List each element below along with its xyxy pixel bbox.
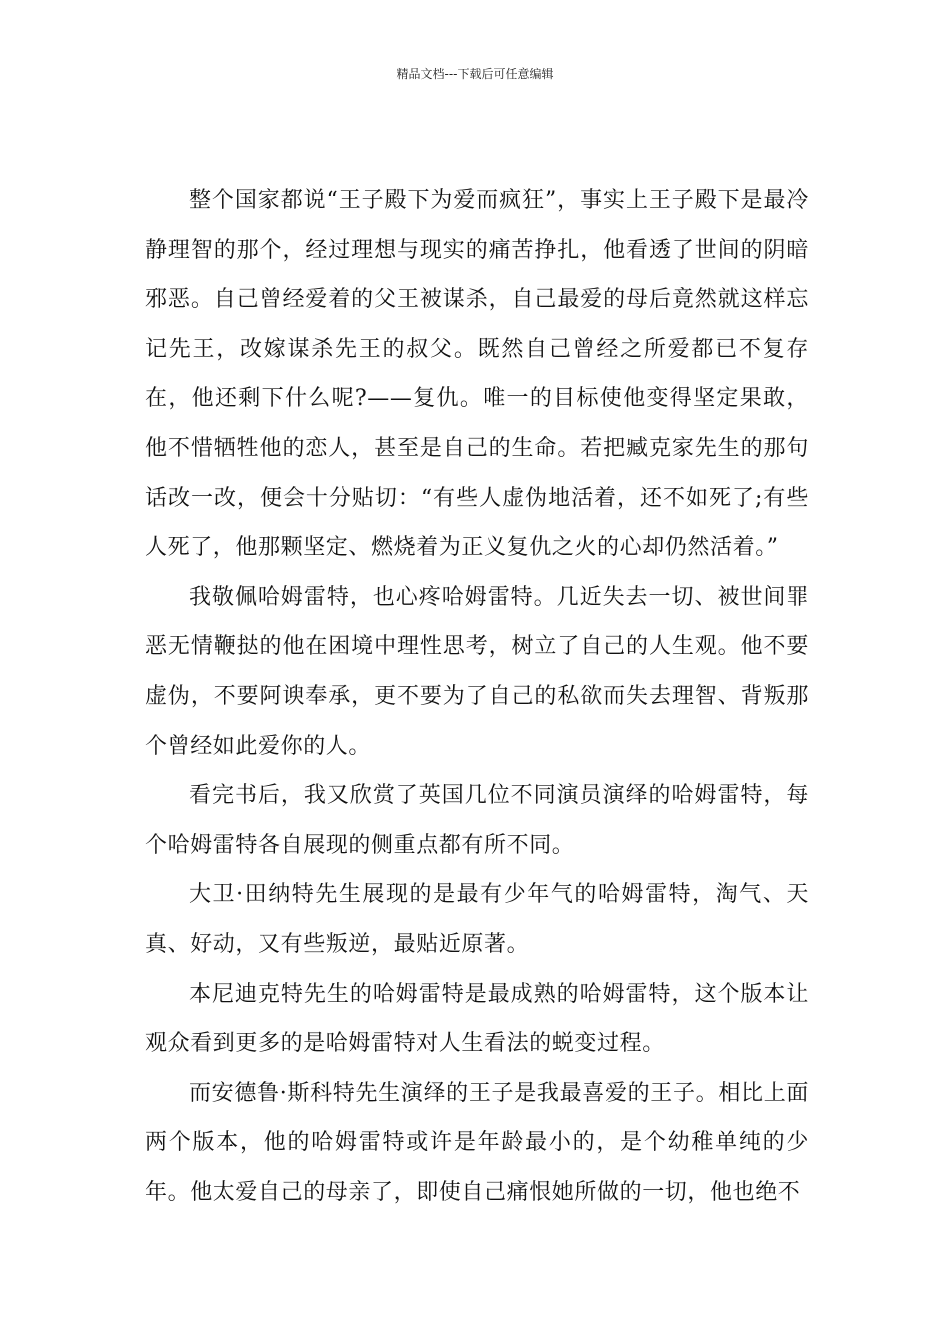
paragraph-6: 而安德鲁·斯科特先生演绎的王子是我最喜爱的王子。相比上面两个版本，他的哈姆雷特或许是年龄最小的，是个幼稚单纯的少年。他太爱自己的母亲了，即使自己痛恨她所做的一切，他也绝不	[145, 1080, 809, 1205]
page-header: 精品文档---下载后可任意编辑	[396, 67, 554, 81]
paragraph-2: 我敬佩哈姆雷特，也心疼哈姆雷特。几近失去一切、被世间罪恶无情鞭挞的他在困境中理性思考，树立了自己的人生观。他不要虚伪，不要阿谀奉承，更不要为了自己的私欲而失去理智、背叛那个曾经如此爱你的人。	[145, 584, 809, 759]
document-body	[145, 176, 809, 1217]
paragraph-3: 看完书后，我又欣赏了英国几位不同演员演绎的哈姆雷特，每个哈姆雷特各自展现的侧重点都有所不同。	[145, 783, 809, 858]
paragraph-4: 大卫·田纳特先生展现的是最有少年气的哈姆雷特，淘气、天真、好动，又有些叛逆，最贴近原著。	[145, 882, 809, 957]
paragraph-1: 整个国家都说“王子殿下为爱而疯狂”，事实上王子殿下是最冷静理智的那个，经过理想与现实的痛苦挣扎，他看透了世间的阴暗邪恶。自己曾经爱着的父王被谋杀，自己最爱的母后竟然就这样忘记先王，改嫁谋杀先王的叔父。既然自己曾经之所爱都已不复存在，他还剩下什么呢?——复仇。唯一的目标使他变得坚定果敢，他不惜牺牲他的恋人，甚至是自己的生命。若把臧克家先生的那句话改一改，便会十分贴切：“有些人虚伪地活着，还不如死了;有些人死了，他那颗坚定、燃烧着为正义复仇之火的心却仍然活着。”	[145, 188, 809, 561]
paragraph-5: 本尼迪克特先生的哈姆雷特是最成熟的哈姆雷特，这个版本让观众看到更多的是哈姆雷特对人生看法的蜕变过程。	[145, 981, 809, 1057]
